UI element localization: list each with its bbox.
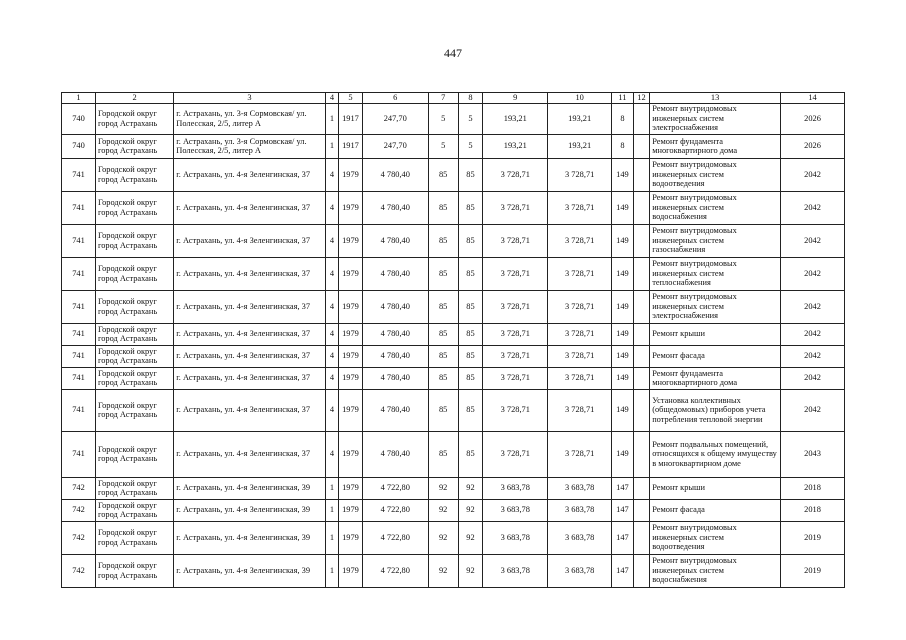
cell-col-12 <box>633 257 649 290</box>
cell-work-type: Ремонт внутридомовых инженерных систем газоснабжения <box>650 224 781 257</box>
cell-municipality: Городской округ город Астрахань <box>95 554 173 587</box>
cell-floors: 1 <box>325 477 338 499</box>
cell-address: г. Астрахань, ул. 3-я Сормовская/ ул. Полесская, 2/5, литер А <box>174 103 325 134</box>
cell-address: г. Астрахань, ул. 4-я Зеленгинская, 37 <box>174 367 325 389</box>
cell-residents: 8 <box>612 103 634 134</box>
cell-planned-year: 2018 <box>781 477 845 499</box>
cell-area-b: 3 683,78 <box>548 499 612 521</box>
cell-residential-area: 92 <box>458 499 483 521</box>
cell-residential-area: 85 <box>458 290 483 323</box>
cell-living-area: 92 <box>428 499 458 521</box>
cell-residents: 149 <box>612 224 634 257</box>
cell-planned-year: 2042 <box>781 224 845 257</box>
cell-living-area: 92 <box>428 477 458 499</box>
cell-residential-area: 85 <box>458 257 483 290</box>
cell-residents: 149 <box>612 345 634 367</box>
cell-residents: 149 <box>612 323 634 345</box>
cell-area-a: 3 683,78 <box>483 499 548 521</box>
cell-total-area: 4 722,80 <box>362 477 428 499</box>
header-cell-7: 7 <box>428 93 458 104</box>
cell-residents: 149 <box>612 257 634 290</box>
cell-work-type: Ремонт внутридомовых инженерных систем теплоснабжения <box>650 257 781 290</box>
cell-municipality: Городской округ город Астрахань <box>95 134 173 158</box>
cell-work-type: Ремонт фасада <box>650 499 781 521</box>
cell-floors: 1 <box>325 554 338 587</box>
cell-floors: 4 <box>325 224 338 257</box>
cell-living-area: 92 <box>428 521 458 554</box>
cell-area-b: 3 683,78 <box>548 554 612 587</box>
cell-area-a: 3 728,71 <box>483 191 548 224</box>
cell-year-built: 1979 <box>339 224 363 257</box>
cell-col-12 <box>633 158 649 191</box>
cell-row-number: 742 <box>62 477 96 499</box>
cell-municipality: Городской округ город Астрахань <box>95 323 173 345</box>
table-row <box>62 367 845 389</box>
cell-area-b: 3 728,71 <box>548 323 612 345</box>
cell-row-number: 742 <box>62 554 96 587</box>
cell-residential-area: 85 <box>458 389 483 431</box>
cell-area-b: 3 728,71 <box>548 345 612 367</box>
cell-planned-year: 2042 <box>781 290 845 323</box>
table-row <box>62 499 845 521</box>
cell-col-12 <box>633 134 649 158</box>
cell-row-number: 741 <box>62 290 96 323</box>
cell-year-built: 1979 <box>339 158 363 191</box>
cell-total-area: 4 780,40 <box>362 158 428 191</box>
cell-total-area: 4 780,40 <box>362 389 428 431</box>
cell-residents: 149 <box>612 191 634 224</box>
cell-total-area: 4 780,40 <box>362 257 428 290</box>
header-cell-5: 5 <box>339 93 363 104</box>
cell-planned-year: 2026 <box>781 134 845 158</box>
cell-living-area: 85 <box>428 367 458 389</box>
cell-residents: 8 <box>612 134 634 158</box>
cell-residential-area: 92 <box>458 521 483 554</box>
cell-residential-area: 85 <box>458 158 483 191</box>
cell-living-area: 85 <box>428 345 458 367</box>
cell-row-number: 742 <box>62 499 96 521</box>
cell-work-type: Ремонт внутридомовых инженерных систем электроснабжения <box>650 290 781 323</box>
cell-year-built: 1979 <box>339 290 363 323</box>
table-row <box>62 431 845 477</box>
cell-living-area: 85 <box>428 290 458 323</box>
cell-municipality: Городской округ город Астрахань <box>95 224 173 257</box>
cell-living-area: 5 <box>428 134 458 158</box>
cell-row-number: 742 <box>62 521 96 554</box>
cell-area-b: 3 728,71 <box>548 290 612 323</box>
cell-address: г. Астрахань, ул. 4-я Зеленгинская, 39 <box>174 499 325 521</box>
cell-municipality: Городской округ город Астрахань <box>95 521 173 554</box>
registry-table <box>61 92 845 588</box>
cell-row-number: 741 <box>62 431 96 477</box>
cell-area-a: 3 728,71 <box>483 224 548 257</box>
cell-row-number: 741 <box>62 257 96 290</box>
table-row <box>62 224 845 257</box>
cell-row-number: 740 <box>62 103 96 134</box>
table-row <box>62 103 845 134</box>
cell-work-type: Ремонт фасада <box>650 345 781 367</box>
cell-floors: 4 <box>325 290 338 323</box>
header-cell-4: 4 <box>325 93 338 104</box>
cell-living-area: 85 <box>428 389 458 431</box>
header-cell-2: 2 <box>95 93 173 104</box>
cell-col-12 <box>633 389 649 431</box>
cell-total-area: 4 722,80 <box>362 499 428 521</box>
table-row <box>62 290 845 323</box>
cell-year-built: 1979 <box>339 499 363 521</box>
cell-planned-year: 2042 <box>781 389 845 431</box>
cell-work-type: Ремонт фундамента многоквартирного дома <box>650 367 781 389</box>
cell-area-a: 3 683,78 <box>483 521 548 554</box>
cell-planned-year: 2026 <box>781 103 845 134</box>
cell-year-built: 1979 <box>339 554 363 587</box>
cell-area-a: 3 728,71 <box>483 290 548 323</box>
cell-area-b: 193,21 <box>548 134 612 158</box>
header-cell-14: 14 <box>781 93 845 104</box>
cell-area-b: 3 683,78 <box>548 521 612 554</box>
page-number: 447 <box>444 46 462 60</box>
cell-planned-year: 2042 <box>781 323 845 345</box>
cell-municipality: Городской округ город Астрахань <box>95 103 173 134</box>
cell-planned-year: 2042 <box>781 345 845 367</box>
cell-floors: 4 <box>325 367 338 389</box>
cell-total-area: 4 780,40 <box>362 345 428 367</box>
header-row <box>62 93 845 104</box>
cell-address: г. Астрахань, ул. 4-я Зеленгинская, 39 <box>174 521 325 554</box>
cell-municipality: Городской округ город Астрахань <box>95 257 173 290</box>
registry-body <box>62 93 845 588</box>
cell-col-12 <box>633 323 649 345</box>
cell-total-area: 4 722,80 <box>362 521 428 554</box>
cell-work-type: Ремонт внутридомовых инженерных систем водоснабжения <box>650 191 781 224</box>
cell-year-built: 1979 <box>339 323 363 345</box>
cell-floors: 4 <box>325 191 338 224</box>
cell-address: г. Астрахань, ул. 4-я Зеленгинская, 37 <box>174 345 325 367</box>
cell-floors: 4 <box>325 257 338 290</box>
cell-col-12 <box>633 431 649 477</box>
cell-floors: 1 <box>325 134 338 158</box>
table-row <box>62 389 845 431</box>
cell-residents: 149 <box>612 290 634 323</box>
cell-year-built: 1979 <box>339 477 363 499</box>
cell-year-built: 1979 <box>339 389 363 431</box>
table-row <box>62 191 845 224</box>
cell-floors: 4 <box>325 431 338 477</box>
cell-municipality: Городской округ город Астрахань <box>95 158 173 191</box>
cell-year-built: 1979 <box>339 345 363 367</box>
cell-total-area: 4 780,40 <box>362 290 428 323</box>
cell-floors: 4 <box>325 158 338 191</box>
cell-residents: 149 <box>612 158 634 191</box>
cell-work-type: Ремонт подвальных помещений, относящихся к общему имуществу в многоквартирном доме <box>650 431 781 477</box>
cell-year-built: 1979 <box>339 521 363 554</box>
table-row <box>62 345 845 367</box>
cell-address: г. Астрахань, ул. 4-я Зеленгинская, 37 <box>174 290 325 323</box>
cell-work-type: Ремонт крыши <box>650 323 781 345</box>
cell-area-a: 3 728,71 <box>483 367 548 389</box>
cell-total-area: 4 780,40 <box>362 224 428 257</box>
header-cell-6: 6 <box>362 93 428 104</box>
cell-area-a: 3 728,71 <box>483 257 548 290</box>
cell-planned-year: 2019 <box>781 554 845 587</box>
cell-year-built: 1979 <box>339 257 363 290</box>
cell-planned-year: 2019 <box>781 521 845 554</box>
cell-area-a: 193,21 <box>483 134 548 158</box>
cell-floors: 4 <box>325 389 338 431</box>
cell-col-12 <box>633 224 649 257</box>
cell-residents: 147 <box>612 554 634 587</box>
cell-area-a: 3 728,71 <box>483 345 548 367</box>
cell-planned-year: 2042 <box>781 257 845 290</box>
table-row <box>62 521 845 554</box>
cell-residential-area: 85 <box>458 431 483 477</box>
cell-residential-area: 92 <box>458 554 483 587</box>
cell-total-area: 4 722,80 <box>362 554 428 587</box>
cell-municipality: Городской округ город Астрахань <box>95 367 173 389</box>
cell-year-built: 1979 <box>339 431 363 477</box>
header-cell-8: 8 <box>458 93 483 104</box>
cell-area-a: 3 683,78 <box>483 554 548 587</box>
cell-planned-year: 2042 <box>781 158 845 191</box>
cell-living-area: 85 <box>428 158 458 191</box>
cell-row-number: 741 <box>62 345 96 367</box>
cell-area-a: 3 683,78 <box>483 477 548 499</box>
cell-total-area: 4 780,40 <box>362 367 428 389</box>
cell-residential-area: 5 <box>458 103 483 134</box>
cell-area-b: 3 728,71 <box>548 224 612 257</box>
cell-floors: 1 <box>325 521 338 554</box>
header-cell-9: 9 <box>483 93 548 104</box>
table-row <box>62 554 845 587</box>
cell-address: г. Астрахань, ул. 4-я Зеленгинская, 39 <box>174 554 325 587</box>
header-cell-12: 12 <box>633 93 649 104</box>
cell-residents: 147 <box>612 477 634 499</box>
cell-work-type: Ремонт внутридомовых инженерных систем водоотведения <box>650 521 781 554</box>
cell-area-a: 3 728,71 <box>483 158 548 191</box>
cell-col-12 <box>633 345 649 367</box>
cell-address: г. Астрахань, ул. 4-я Зеленгинская, 37 <box>174 158 325 191</box>
cell-col-12 <box>633 103 649 134</box>
cell-residents: 149 <box>612 431 634 477</box>
cell-residential-area: 85 <box>458 191 483 224</box>
cell-col-12 <box>633 521 649 554</box>
table-row <box>62 134 845 158</box>
cell-living-area: 92 <box>428 554 458 587</box>
cell-total-area: 4 780,40 <box>362 431 428 477</box>
cell-living-area: 85 <box>428 191 458 224</box>
cell-address: г. Астрахань, ул. 4-я Зеленгинская, 39 <box>174 477 325 499</box>
cell-area-b: 3 683,78 <box>548 477 612 499</box>
cell-area-b: 3 728,71 <box>548 431 612 477</box>
cell-floors: 1 <box>325 499 338 521</box>
cell-residential-area: 92 <box>458 477 483 499</box>
cell-address: г. Астрахань, ул. 3-я Сормовская/ ул. Полесская, 2/5, литер А <box>174 134 325 158</box>
cell-floors: 1 <box>325 103 338 134</box>
cell-residential-area: 85 <box>458 224 483 257</box>
cell-living-area: 85 <box>428 257 458 290</box>
cell-col-12 <box>633 554 649 587</box>
cell-area-a: 3 728,71 <box>483 389 548 431</box>
cell-municipality: Городской округ город Астрахань <box>95 191 173 224</box>
cell-col-12 <box>633 290 649 323</box>
cell-area-b: 3 728,71 <box>548 158 612 191</box>
cell-municipality: Городской округ город Астрахань <box>95 345 173 367</box>
cell-year-built: 1979 <box>339 191 363 224</box>
cell-row-number: 740 <box>62 134 96 158</box>
header-cell-11: 11 <box>612 93 634 104</box>
cell-row-number: 741 <box>62 191 96 224</box>
cell-total-area: 247,70 <box>362 134 428 158</box>
cell-address: г. Астрахань, ул. 4-я Зеленгинская, 37 <box>174 257 325 290</box>
cell-residential-area: 85 <box>458 323 483 345</box>
cell-residents: 149 <box>612 389 634 431</box>
cell-municipality: Городской округ город Астрахань <box>95 290 173 323</box>
header-cell-1: 1 <box>62 93 96 104</box>
cell-work-type: Установка коллективных (общедомовых) приборов учета потребления тепловой энергии <box>650 389 781 431</box>
cell-row-number: 741 <box>62 367 96 389</box>
cell-work-type: Ремонт внутридомовых инженерных систем водоснабжения <box>650 554 781 587</box>
cell-living-area: 5 <box>428 103 458 134</box>
cell-living-area: 85 <box>428 323 458 345</box>
cell-planned-year: 2042 <box>781 367 845 389</box>
cell-municipality: Городской округ город Астрахань <box>95 477 173 499</box>
cell-residents: 147 <box>612 521 634 554</box>
cell-year-built: 1979 <box>339 367 363 389</box>
cell-residential-area: 85 <box>458 345 483 367</box>
cell-address: г. Астрахань, ул. 4-я Зеленгинская, 37 <box>174 431 325 477</box>
cell-area-b: 193,21 <box>548 103 612 134</box>
header-cell-13: 13 <box>650 93 781 104</box>
cell-work-type: Ремонт фундамента многоквартирного дома <box>650 134 781 158</box>
cell-year-built: 1917 <box>339 134 363 158</box>
cell-total-area: 4 780,40 <box>362 191 428 224</box>
cell-row-number: 741 <box>62 389 96 431</box>
cell-total-area: 247,70 <box>362 103 428 134</box>
cell-address: г. Астрахань, ул. 4-я Зеленгинская, 37 <box>174 323 325 345</box>
cell-planned-year: 2018 <box>781 499 845 521</box>
cell-area-b: 3 728,71 <box>548 367 612 389</box>
cell-planned-year: 2043 <box>781 431 845 477</box>
cell-area-b: 3 728,71 <box>548 191 612 224</box>
cell-address: г. Астрахань, ул. 4-я Зеленгинская, 37 <box>174 389 325 431</box>
cell-address: г. Астрахань, ул. 4-я Зеленгинская, 37 <box>174 191 325 224</box>
cell-area-a: 193,21 <box>483 103 548 134</box>
cell-area-b: 3 728,71 <box>548 257 612 290</box>
table-row <box>62 158 845 191</box>
cell-residents: 147 <box>612 499 634 521</box>
cell-municipality: Городской округ город Астрахань <box>95 431 173 477</box>
cell-living-area: 85 <box>428 431 458 477</box>
cell-row-number: 741 <box>62 224 96 257</box>
cell-floors: 4 <box>325 323 338 345</box>
cell-col-12 <box>633 477 649 499</box>
cell-address: г. Астрахань, ул. 4-я Зеленгинская, 37 <box>174 224 325 257</box>
cell-total-area: 4 780,40 <box>362 323 428 345</box>
header-cell-3: 3 <box>174 93 325 104</box>
cell-work-type: Ремонт внутридомовых инженерных систем водоотведения <box>650 158 781 191</box>
table-row <box>62 323 845 345</box>
cell-year-built: 1917 <box>339 103 363 134</box>
cell-work-type: Ремонт внутридомовых инженерных систем электроснабжения <box>650 103 781 134</box>
cell-work-type: Ремонт крыши <box>650 477 781 499</box>
cell-municipality: Городской округ город Астрахань <box>95 499 173 521</box>
table-row <box>62 257 845 290</box>
table-row <box>62 477 845 499</box>
cell-col-12 <box>633 367 649 389</box>
cell-residential-area: 85 <box>458 367 483 389</box>
cell-residential-area: 5 <box>458 134 483 158</box>
cell-row-number: 741 <box>62 158 96 191</box>
cell-residents: 149 <box>612 367 634 389</box>
cell-col-12 <box>633 499 649 521</box>
cell-col-12 <box>633 191 649 224</box>
cell-area-a: 3 728,71 <box>483 431 548 477</box>
cell-planned-year: 2042 <box>781 191 845 224</box>
cell-municipality: Городской округ город Астрахань <box>95 389 173 431</box>
cell-floors: 4 <box>325 345 338 367</box>
cell-area-b: 3 728,71 <box>548 389 612 431</box>
header-cell-10: 10 <box>548 93 612 104</box>
cell-area-a: 3 728,71 <box>483 323 548 345</box>
cell-row-number: 741 <box>62 323 96 345</box>
cell-living-area: 85 <box>428 224 458 257</box>
